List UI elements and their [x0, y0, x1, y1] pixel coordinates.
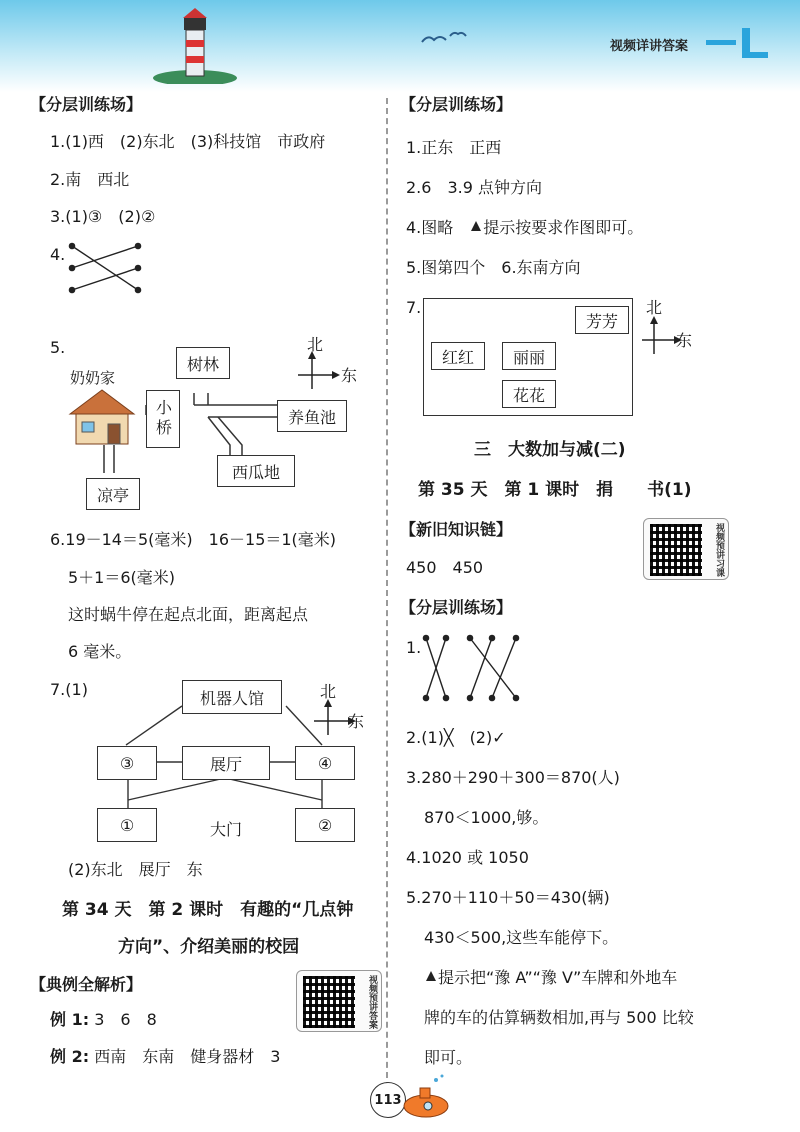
place-4: ④ — [295, 746, 355, 780]
place-bridge: 小桥 — [146, 390, 180, 448]
tip-s5-line3: 即可。 — [424, 1048, 473, 1067]
answer-q7: 7.(1) — [50, 680, 88, 699]
qr-code-panel[interactable] — [643, 518, 729, 580]
qr-caption: 视频预讲答案 — [367, 975, 377, 1029]
place-tree: 树林 — [176, 347, 230, 379]
answer-q6-line3: 这时蜗牛停在起点北面，距离起点 — [68, 605, 309, 624]
answer-q6-line2: 5＋1＝6(毫米) — [68, 568, 176, 587]
lesson-title-day34-cont: 方向”、介绍美丽的校园 — [118, 937, 300, 957]
answer-s1: 1. — [406, 638, 422, 657]
answer-r2: 2.6 3.9 点钟方向 — [406, 178, 542, 197]
answer-s5: 5.270＋110＋50＝430(辆) — [406, 888, 610, 907]
qr-code-icon — [650, 524, 702, 576]
section-title: 【新旧知识链】 — [400, 520, 513, 539]
place-2: ② — [295, 808, 355, 842]
answer-r7: 7. — [406, 298, 422, 317]
name-lili: 丽丽 — [502, 342, 556, 370]
answer-s5-line2: 430＜500,这些车能停下。 — [424, 928, 619, 947]
place-1: ① — [97, 808, 157, 842]
logo-icon — [702, 22, 772, 62]
answer-s4: 4.1020 或 1050 — [406, 848, 529, 867]
north-label: 北 — [307, 335, 324, 354]
answer-s3: 3.280＋290＋300＝870(人) — [406, 768, 620, 787]
matching-lines-s1 — [420, 632, 524, 704]
answer-r4: 4.图略 提示按要求作图即可。 — [406, 218, 644, 237]
name-huahua: 花花 — [502, 380, 556, 408]
place-fish-pond: 养鱼池 — [277, 400, 347, 432]
page-number: 113 — [370, 1082, 406, 1118]
answer-s2: 2.(1)╳ (2)✓ — [406, 728, 506, 747]
tip-s5: 提示把“豫 A”“豫 V”车牌和外地车 — [424, 968, 677, 988]
house-icon — [66, 388, 138, 446]
section-title: 【分层训练场】 — [30, 95, 143, 114]
north-label: 北 — [320, 682, 337, 701]
place-3: ③ — [97, 746, 157, 780]
answer-r5: 5.图第四个 6.东南方向 — [406, 258, 581, 277]
answer-q6-line4: 6 毫米。 — [68, 642, 132, 661]
qr-code-icon — [303, 976, 355, 1028]
knowledge-chain-answer: 450 450 — [406, 558, 484, 577]
header-banner — [0, 0, 800, 92]
qr-caption: 视频预讲习课 — [714, 523, 724, 577]
qr-code-panel[interactable] — [296, 970, 382, 1032]
lighthouse-icon — [150, 8, 240, 84]
example-1: 例 1: 3 6 8 — [50, 1010, 157, 1029]
lesson-title-day34: 第 34 天 第 2 课时 有趣的“几点钟 — [62, 900, 354, 920]
section-title: 【典例全解析】 — [30, 975, 143, 994]
answer-r1: 1.正东 正西 — [406, 138, 502, 157]
bird-icon — [420, 28, 470, 48]
answer-q6: 6.19－14＝5(毫米) 16－15＝1(毫米) — [50, 530, 337, 549]
gate-label: 大门 — [210, 820, 243, 839]
place-robot-hall: 机器人馆 — [182, 680, 282, 714]
answer-q5: 5. — [50, 338, 66, 357]
unit-title: 三 大数加与减(二) — [474, 440, 626, 460]
column-divider — [386, 98, 388, 1088]
east-label: 东 — [341, 366, 358, 385]
answer-q7-part2: (2)东北 展厅 东 — [68, 860, 203, 879]
place-pavilion: 凉亭 — [86, 478, 140, 510]
header-title: 视频详讲答案 — [609, 39, 688, 54]
answer-s3-line2: 870＜1000,够。 — [424, 808, 549, 827]
matching-lines-q4 — [68, 240, 144, 296]
place-watermelon-field: 西瓜地 — [217, 455, 295, 487]
name-fangfang: 芳芳 — [575, 306, 629, 334]
answer-q1: 1.(1)西 (2)东北 (3)科技馆 市政府 — [50, 132, 326, 151]
name-honghong: 红红 — [431, 342, 485, 370]
tip-icon — [469, 219, 483, 233]
north-label: 北 — [646, 298, 663, 317]
section-title: 【分层训练场】 — [400, 598, 513, 617]
place-grandma-house: 奶奶家 — [70, 369, 116, 387]
lesson-title-day35: 第 35 天 第 1 课时 捐 书(1) — [418, 480, 692, 500]
tip-icon — [424, 969, 438, 983]
answer-q2: 2.南 西北 — [50, 170, 130, 189]
section-title: 【分层训练场】 — [400, 95, 513, 114]
submarine-icon — [398, 1072, 458, 1122]
example-2: 例 2: 西南 东南 健身器材 3 — [50, 1047, 281, 1066]
answer-q4: 4. — [50, 245, 66, 264]
tip-s5-line2: 牌的车的估算辆数相加,再与 500 比较 — [424, 1008, 694, 1027]
place-exhibition-hall: 展厅 — [182, 746, 270, 780]
answer-q3: 3.(1)③ (2)② — [50, 207, 156, 226]
east-label: 东 — [348, 712, 365, 731]
east-label: 东 — [676, 331, 693, 350]
